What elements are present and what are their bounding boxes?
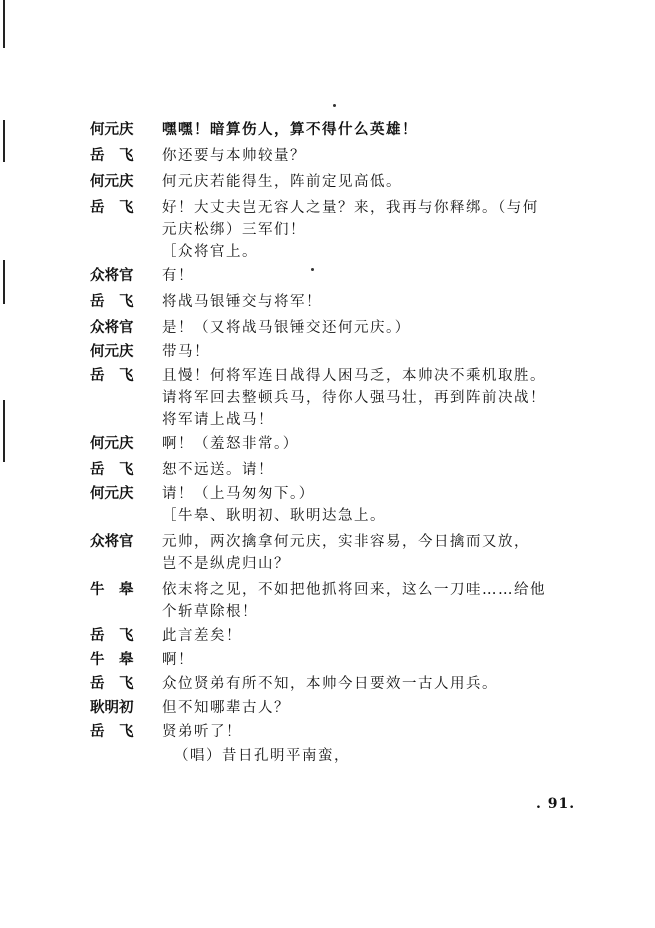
- line-text: 此言差矣！: [162, 628, 242, 644]
- speaker-label: 岳 飞: [90, 675, 134, 692]
- speaker-label: 岳 飞: [90, 461, 134, 478]
- line-text: （唱）昔日孔明平南蛮，: [174, 748, 350, 764]
- speaker-label: 众将官: [90, 319, 134, 336]
- line-text: 请将军回去整顿兵马，待你人强马壮，再到阵前决战！: [162, 390, 546, 406]
- scan-edge-mark: [3, 400, 5, 462]
- line-text: 元庆松绑）三军们！: [162, 222, 306, 238]
- speaker-label: 众将官: [90, 267, 134, 284]
- speaker-label: 岳 飞: [90, 147, 134, 164]
- speck: [311, 268, 314, 271]
- line-text: 恕不远送。请！: [162, 462, 274, 478]
- line-text: 依末将之见，不如把他抓将回来，这么一刀哇……给他: [162, 582, 546, 598]
- line-text: 众位贤弟有所不知，本帅今日要效一古人用兵。: [162, 676, 498, 692]
- speaker-label: 岳 飞: [90, 367, 134, 384]
- line-text: 你还要与本帅较量？: [162, 148, 306, 164]
- speaker-label: 牛 皋: [90, 581, 134, 598]
- speaker-label: 何元庆: [90, 435, 134, 452]
- line-text: 且慢！何将军连日战得人困马乏，本帅决不乘机取胜。: [162, 368, 546, 384]
- line-text: 好！大丈夫岂无容人之量？来，我再与你释绑。（与何: [162, 200, 539, 216]
- scan-edge-mark: [3, 0, 5, 48]
- line-text: 贤弟听了！: [162, 724, 242, 740]
- line-text: 将军请上战马！: [162, 412, 274, 428]
- line-text: 个斩草除根！: [162, 604, 258, 620]
- speaker-label: 岳 飞: [90, 627, 134, 644]
- line-text: 何元庆若能得生，阵前定见高低。: [162, 174, 402, 190]
- line-text: 请！（上马匆匆下。）: [162, 486, 315, 502]
- speaker-label: 岳 飞: [90, 199, 134, 216]
- line-text: 啊！（羞怒非常。）: [162, 436, 299, 452]
- line-text: 有！: [162, 268, 194, 284]
- line-text: ［众将官上。: [162, 244, 258, 260]
- speaker-label: 何元庆: [90, 485, 134, 502]
- scan-edge-mark: [3, 260, 5, 304]
- line-text: ［牛皋、耿明初、耿明达急上。: [162, 508, 386, 524]
- speck: [333, 104, 336, 107]
- speaker-label: 岳 飞: [90, 293, 134, 310]
- speaker-label: 耿明初: [90, 699, 134, 716]
- line-text: 是！（又将战马银锤交还何元庆。）: [162, 320, 411, 336]
- line-text: 元帅，两次擒拿何元庆，实非容易，今日擒而又放，: [162, 534, 530, 550]
- speaker-label: 牛 皋: [90, 651, 134, 668]
- line-text: 带马！: [162, 344, 210, 360]
- speaker-label: 何元庆: [90, 173, 134, 190]
- speaker-label: 何元庆: [90, 121, 134, 138]
- line-text: 啊！: [162, 652, 194, 668]
- scan-edge-mark: [3, 120, 5, 162]
- speaker-label: 岳 飞: [90, 723, 134, 740]
- line-text: 嘿嘿！暗算伤人，算不得什么英雄！: [162, 121, 418, 138]
- speaker-label: 何元庆: [90, 343, 134, 360]
- speaker-label: 众将官: [90, 533, 134, 550]
- line-text: 但不知哪辈古人？: [162, 700, 290, 716]
- line-text: 岂不是纵虎归山？: [162, 556, 290, 572]
- page-number: . 91.: [536, 796, 576, 812]
- line-text: 将战马银锤交与将军！: [162, 294, 322, 310]
